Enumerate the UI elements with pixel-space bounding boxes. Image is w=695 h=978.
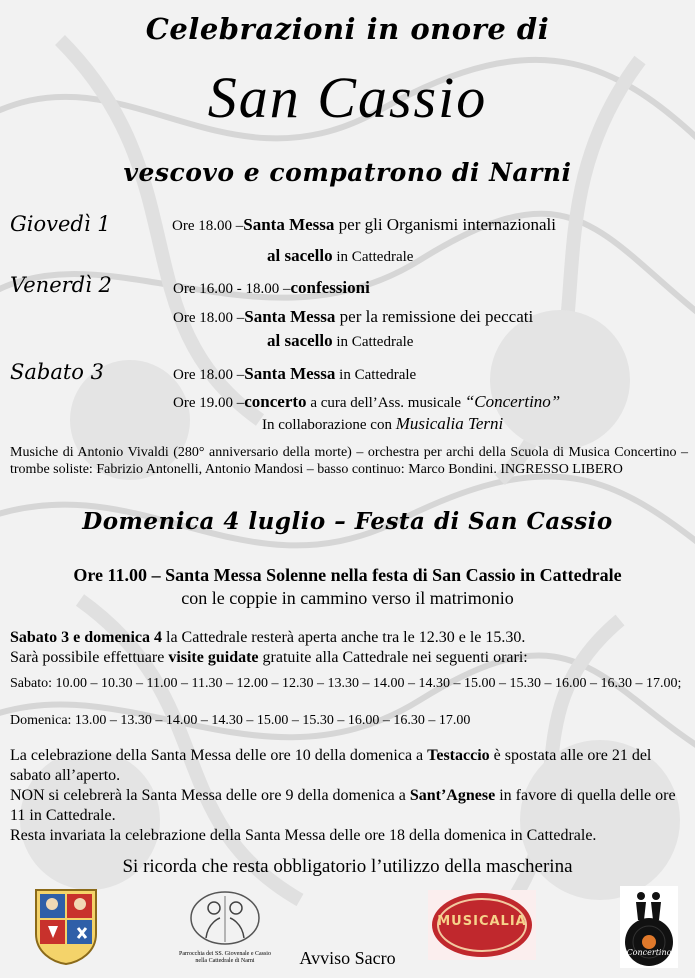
event-detail: per gli Organismi internazionali bbox=[334, 215, 556, 234]
solemn-mass-line bbox=[0, 565, 695, 586]
change-1-post: è spostata alle ore 21 del sabato all’aperto. bbox=[10, 747, 652, 784]
event-detail: in Cattedrale bbox=[335, 367, 417, 383]
mask-reminder: Si ricorda che resta obbligatorio l’utilizzo della mascherina bbox=[122, 856, 573, 877]
mass-subtitle: con le coppie in cammino verso il matrimonio bbox=[181, 588, 514, 608]
event-title: Santa Messa bbox=[243, 215, 335, 234]
visits-bold: visite guidate bbox=[168, 649, 259, 666]
notice-label: Avviso Sacro bbox=[299, 948, 396, 968]
visits-post: gratuite alla Cattedrale nei seguenti orari: bbox=[258, 649, 528, 666]
mass-time: Ore 11.00 bbox=[73, 565, 148, 585]
opening-hours bbox=[10, 628, 690, 668]
change-2-post: in favore di quella delle ore 11 in Cattedrale. bbox=[10, 787, 676, 824]
header-line1: Celebrazioni in onore di bbox=[145, 12, 550, 46]
opening-text: la Cattedrale resterà aperta anche tra le 12.30 e le 15.30. bbox=[162, 629, 526, 646]
event-giovedi-2 bbox=[267, 246, 413, 266]
event-detail: In collaborazione con bbox=[262, 417, 396, 433]
change-2-place: Sant’Agnese bbox=[409, 787, 496, 804]
change-1-place: Testaccio bbox=[427, 747, 490, 764]
parish-location: nella Cattedrale di Narni bbox=[195, 958, 255, 964]
mass-title: – Santa Messa Solenne nella festa di San Cassio in Cattedrale bbox=[147, 565, 622, 585]
event-sabato-3 bbox=[262, 414, 503, 434]
event-sabato-2 bbox=[173, 392, 560, 412]
event-time: Ore 18.00 – bbox=[172, 218, 244, 234]
header-subtitle: vescovo e compatrono di Narni bbox=[123, 158, 572, 187]
event-ital: “Concertino” bbox=[464, 392, 561, 411]
event-detail: a cura dell’Ass. musicale bbox=[306, 395, 465, 411]
event-title: concerto bbox=[244, 392, 307, 411]
parish-name: Parrocchia dei SS. Giovenale e Cassio bbox=[179, 951, 271, 957]
concert-note: Musiche di Antonio Vivaldi (280° anniversario della morte) – orchestra per archi della Scuola di Musica Concertino – trombe soliste: Fabrizio Antonelli, Antonio Mandosi – basso continuo: Marco Bondini. INGRESSO LIBERO bbox=[10, 445, 688, 477]
day-label-sabato: Sabato 3 bbox=[10, 360, 104, 384]
event-detail: per la remissione dei peccati bbox=[335, 307, 534, 326]
event-time: Ore 16.00 - 18.00 – bbox=[173, 281, 291, 297]
event-title: al sacello bbox=[267, 246, 333, 265]
event-venerdi-1 bbox=[173, 278, 370, 298]
event-giovedi-1 bbox=[172, 215, 556, 235]
change-3: Resta invariata la celebrazione della Santa Messa delle ore 18 della domenica in Cattedrale. bbox=[10, 827, 597, 844]
header-title: San Cassio bbox=[207, 65, 488, 130]
event-detail: in Cattedrale bbox=[332, 249, 414, 265]
event-ital: Musicalia Terni bbox=[395, 414, 504, 433]
event-time: Ore 18.00 – bbox=[173, 367, 245, 383]
day-label-giovedi: Giovedì 1 bbox=[10, 212, 111, 236]
event-title: al sacello bbox=[267, 331, 333, 350]
event-title: confessioni bbox=[290, 278, 370, 297]
change-2-pre: NON si celebrerà la Santa Messa delle ore 9 della domenica a bbox=[10, 787, 410, 804]
event-sabato-1 bbox=[173, 364, 416, 384]
event-time: Ore 19.00 – bbox=[173, 395, 245, 411]
saints-drawing-icon bbox=[188, 888, 262, 946]
change-1-pre: La celebrazione della Santa Messa delle ore 10 della domenica a bbox=[10, 747, 428, 764]
visits-pre: Sarà possibile effettuare bbox=[10, 649, 169, 666]
event-title: Santa Messa bbox=[244, 307, 336, 326]
event-time: Ore 18.00 – bbox=[173, 310, 245, 326]
festa-title: Domenica 4 luglio – Festa di San Cassio bbox=[82, 508, 613, 535]
event-detail: in Cattedrale bbox=[332, 334, 414, 350]
opening-days: Sabato 3 e domenica 4 bbox=[10, 629, 162, 646]
musicalia-wordmark: MUSICALIA bbox=[437, 914, 527, 929]
saturday-schedule: Sabato: 10.00 – 10.30 – 11.00 – 11.30 – 12.00 – 12.30 – 13.30 – 14.00 – 14.30 – 15.00 – 15.30 – 16.00 – 16.30 – 17.00; bbox=[10, 676, 682, 691]
event-venerdi-2 bbox=[173, 307, 533, 327]
event-title: Santa Messa bbox=[244, 364, 336, 383]
event-venerdi-3 bbox=[267, 331, 413, 351]
day-label-venerdi: Venerdì 2 bbox=[10, 273, 112, 297]
mass-changes bbox=[10, 746, 690, 846]
concertino-wordmark: Concertino bbox=[626, 948, 672, 957]
sunday-schedule: Domenica: 13.00 – 13.30 – 14.00 – 14.30 – 15.00 – 15.30 – 16.00 – 16.30 – 17.00 bbox=[10, 713, 471, 728]
